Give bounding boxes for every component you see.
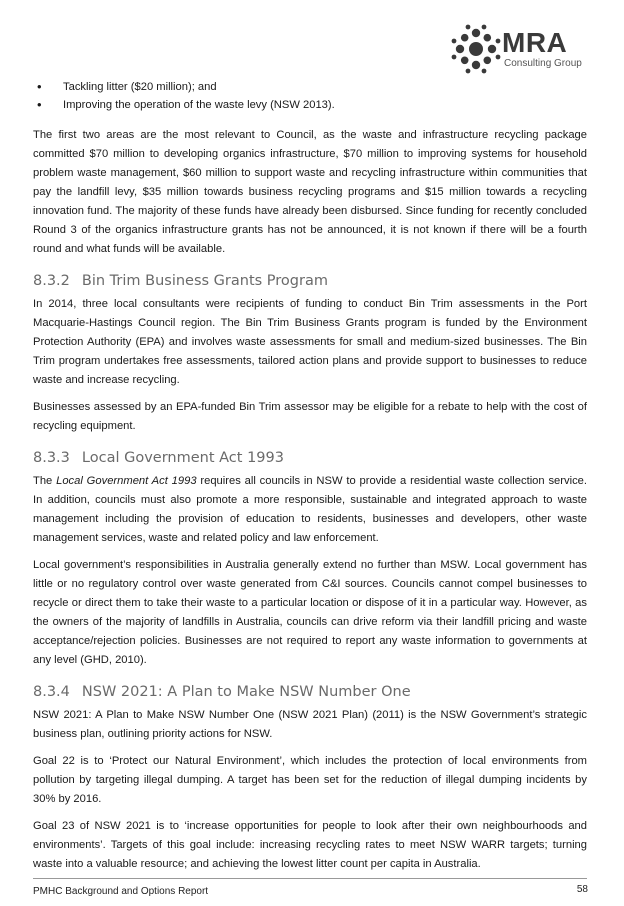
paragraph <box>33 472 587 548</box>
section-heading <box>33 450 587 466</box>
mra-logo-icon <box>450 23 502 75</box>
section-title: Bin Trim Business Grants Program <box>81 273 328 289</box>
paragraph: In 2014, three local consultants were recipients of funding to conduct Bin Trim assessments in the Port Macquarie-Hastings Council region. The Bin Trim Business Grants program is funded by the Environment Protection Authority (EPA) and involves waste assessments for small and medium-sized businesses. The Bin Trim program undertakes free assessments, tailored action plans and provide support to businesses to reduce waste and increase recycling. <box>33 298 587 386</box>
footer-divider <box>33 878 587 879</box>
section-number: 8.3.4 <box>33 684 70 700</box>
intro-paragraph: The first two areas are the most relevant to Council, as the waste and infrastructure recycling package committed $70 million to developing organics infrastructure, $70 million to improving systems for household problem waste management, $60 million to support waste and recycling infrastructure within communities that pay the landfill levy, $35 million towards business recycling programs and $15 million towards a recycling innovation fund. The majority of these funds have already been disbursed. Since funding for recently concluded Round 3 of the organics infrastructure grants has not be announced, it is not known if there will be a fourth round and what funds will be available. <box>33 129 587 255</box>
text-run: requires all councils in NSW to provide a residential waste collection service. In addition, councils must also promote a more responsible, sustainable and integrated approach to waste management including the provision of education to residents, businesses and developers, other waste management services, waste and related policy and law enforcement. <box>33 475 587 544</box>
page-body <box>33 78 587 874</box>
section-number: 8.3.3 <box>33 450 70 466</box>
logo-name: MRA <box>502 27 568 58</box>
logo-subtitle: Consulting Group <box>504 58 582 69</box>
paragraph: Local government’s responsibilities in Australia generally extend no further than MSW. Local government has little or no regulatory control over waste generated from C&I sources. Councils cannot compel businesses to recycle or direct them to take their waste to a particular location or dispose of it in a particular way. However, as the owners of the majority of landfills in Australia, councils can drive reform via their landfill pricing and waste acceptance/rejection policies. Businesses are not required to report any waste information to governments at any level (GHD, 2010). <box>33 559 587 666</box>
paragraph: Goal 23 of NSW 2021 is to ‘increase opportunities for people to look after their own neighbourhoods and environments’. Targets of this goal include: increasing recycling rates to meet NSW WARR targets; turning waste into a valuable resource; and achieving the lowest litter count per capita in Australia. <box>33 820 587 870</box>
section-heading <box>33 684 587 700</box>
page-number: 58 <box>576 884 588 895</box>
bullet-list <box>33 78 587 114</box>
section-title: Local Government Act 1993 <box>81 450 284 466</box>
paragraph: Goal 22 is to ‘Protect our Natural Environment’, which includes the protection of local environments from pollution by targeting illegal dumping. A target has been set for the reduction of illegal dumping incidents by 30% by 2016. <box>33 755 587 805</box>
bullet-item: • Improving the operation of the waste levy (NSW 2013). <box>33 96 587 114</box>
section-heading <box>33 273 587 289</box>
footer-report-title: PMHC Background and Options Report <box>33 886 209 897</box>
text-run: The <box>33 475 57 487</box>
act-title: Local Government Act 1993 <box>56 475 197 487</box>
bullet-item: • Tackling litter ($20 million); and <box>33 78 587 96</box>
section-number: 8.3.2 <box>33 273 70 289</box>
paragraph: NSW 2021: A Plan to Make NSW Number One (NSW 2021 Plan) (2011) is the NSW Government’s strategic business plan, outlining priority actions for NSW. <box>33 709 587 740</box>
paragraph: Businesses assessed by an EPA-funded Bin Trim assessor may be eligible for a rebate to help with the cost of recycling equipment. <box>33 401 587 432</box>
section-title: NSW 2021: A Plan to Make NSW Number One <box>81 684 411 700</box>
mra-logo <box>450 23 610 75</box>
